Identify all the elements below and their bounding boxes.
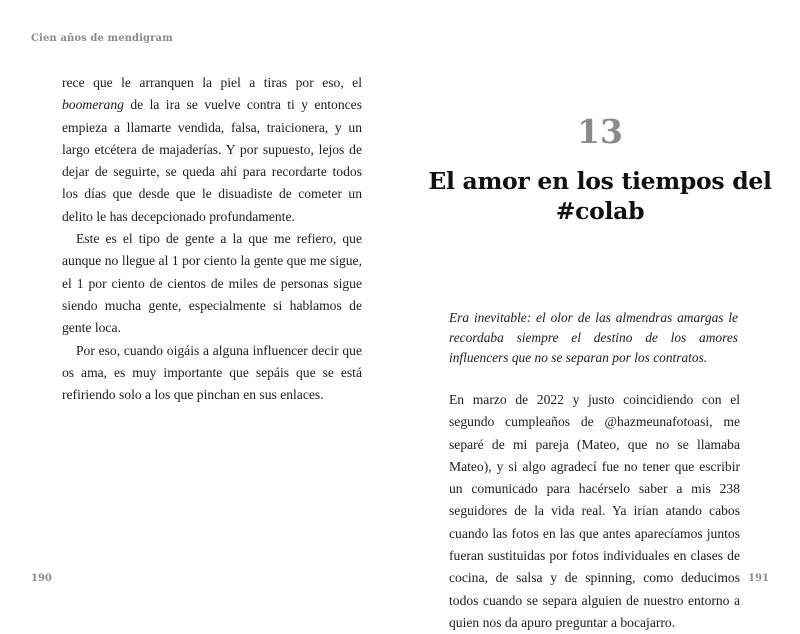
paragraph-text: de la ira se vuelve contra ti y entonces empieza a llamarte vendida, falsa, traicionera, y un largo etcétera de majaderías. Y por supuesto, lejos de dejar de seguirte, se queda ahí para recordarte todos los días que desde que le disuadiste de cometer un delito le has decepcionado profundamente. <box>62 97 362 224</box>
emphasis-text: boomerang <box>62 97 124 113</box>
paragraph: Por eso, cuando oigáis a alguna influencer decir que os ama, es muy importante que sepáis que se está refiriendo solo a los que pinchan en sus enlaces. <box>62 342 362 403</box>
page-number-right: 191 <box>748 573 769 584</box>
chapter-number: 13 <box>577 112 623 151</box>
paragraph-text: rece que le arranquen la piel a tiras por eso, el <box>62 75 362 90</box>
paragraph <box>62 72 362 228</box>
running-head: Cien años de mendigram <box>31 33 173 44</box>
epigraph: Era inevitable: el olor de las almendras amargas le recordaba siempre el destino de los amores influencers que no se separan por los contratos. <box>449 310 738 365</box>
left-page <box>0 0 400 613</box>
right-page <box>400 0 800 630</box>
page-number-left: 190 <box>31 573 52 584</box>
chapter-body-text <box>449 389 740 634</box>
paragraph: En marzo de 2022 y justo coincidiendo con el segundo cumpleaños de @hazmeunafotoasi, me separé de mi pareja (Mateo, que no se llamaba Mateo), y si algo agradecí fue no tener que escribir un comunicado para hacérselo saber a mis 238 seguidores de la vida real. Ya irían atando cabos cuando las fotos en las que antes aparecíamos juntos fueran sustituidas por fotos individuales en clases de cocina, de salsa y de spinning, como deducimos todos cuando se separa alguien de nuestro entorno a quien nos da apuro preguntar a bocajarro. <box>449 392 740 630</box>
chapter-title: El amor en los tiempos del #colab <box>428 167 772 225</box>
left-body-text <box>62 72 362 406</box>
paragraph: Este es el tipo de gente a la que me refiero, que aunque no llegue al 1 por ciento la gente que me sigue, el 1 por ciento de cientos de miles de personas sigue siendo mucha gente, especialmente si hablamos de gente loca. <box>62 231 362 336</box>
